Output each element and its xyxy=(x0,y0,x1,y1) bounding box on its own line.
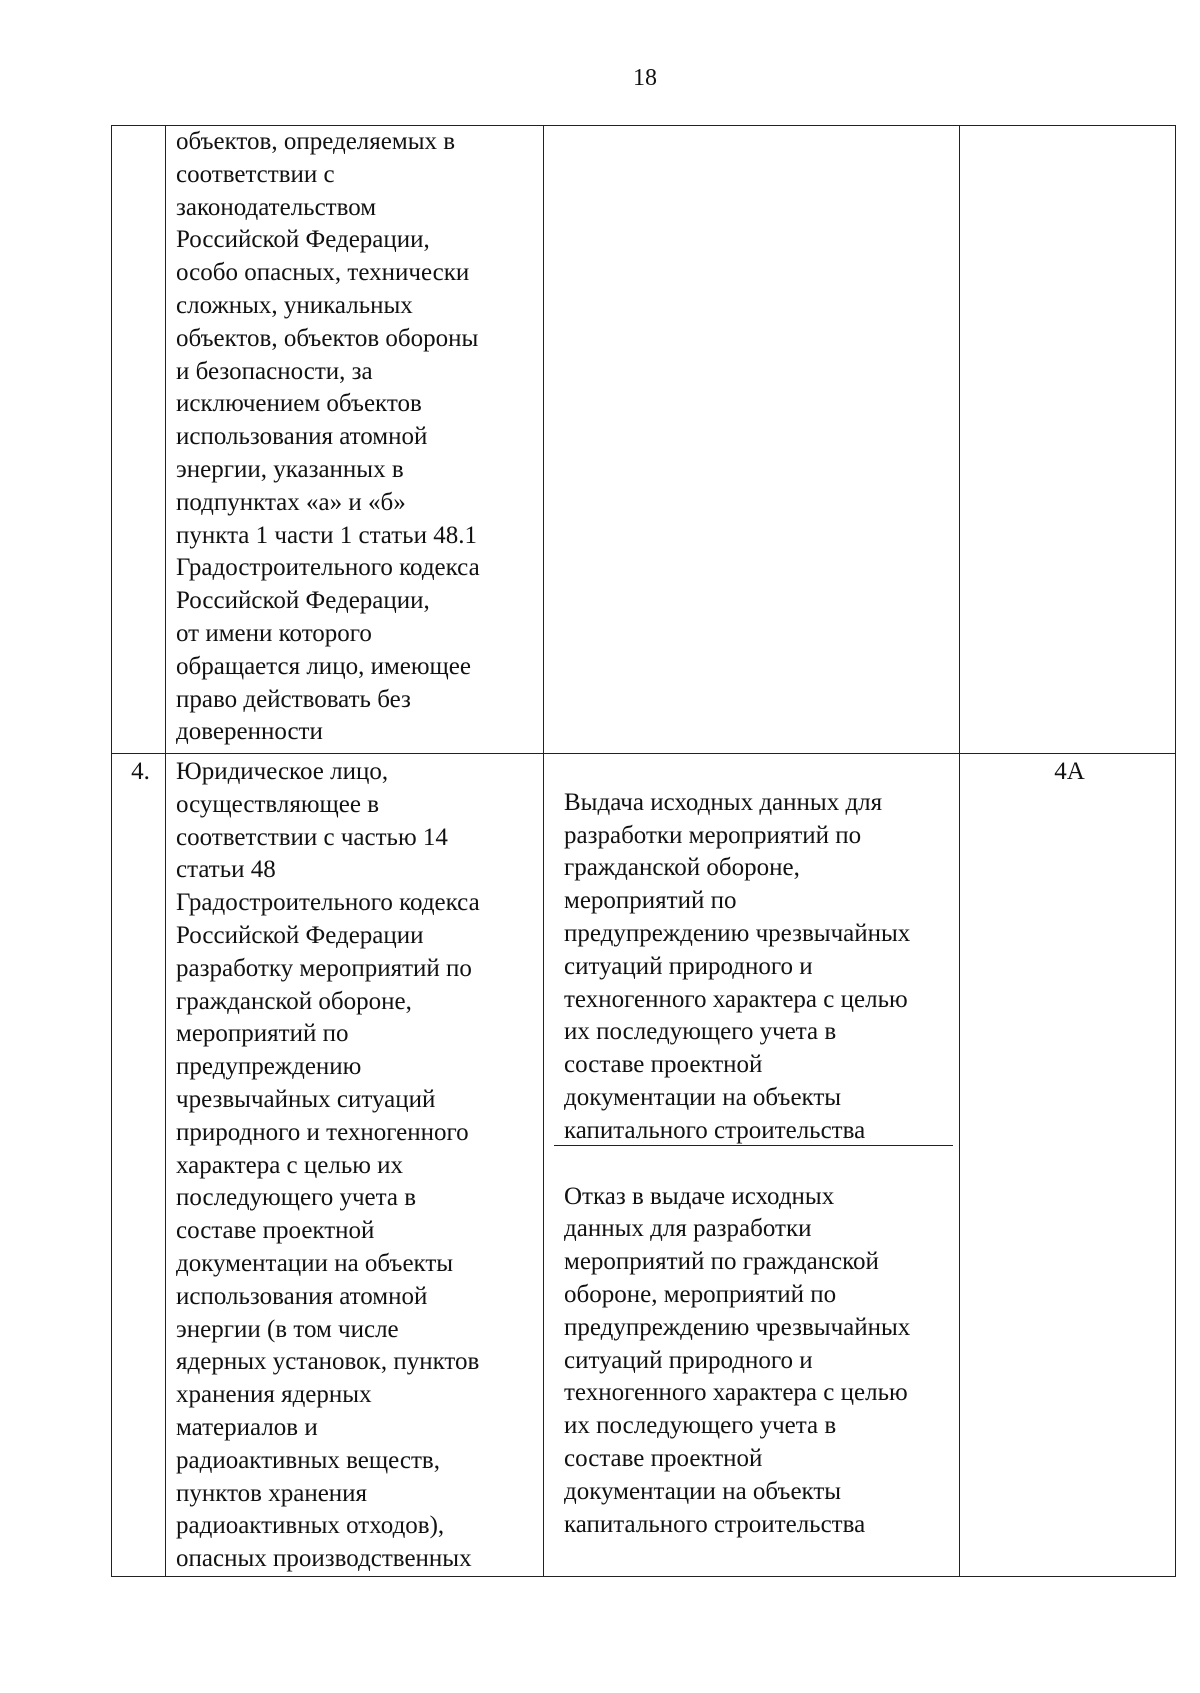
service-result-cell xyxy=(544,754,960,1577)
applicant-category-cell: объектов, определяемых в соответствии с законодательством Российской Федерации, особо опасных, технически сложных, уникальных объектов, объектов обороны и безопасности, за исключением объектов использования атомной энергии, указанных в подпунктах «а» и «б» пункта 1 части 1 статьи 48.1 Градостроительного кодекса Российской Федерации, от имени которого обращается лицо, имеющее право действовать без доверенности xyxy=(166,126,544,754)
variant-code-cell: 4А xyxy=(960,754,1176,1577)
row-number-cell: 4. xyxy=(112,754,166,1577)
result-issue-text: Выдача исходных данных для разработки мероприятий по гражданской обороне, мероприятий по предупреждению чрезвычайных ситуаций природного и техногенного характера с целью их последующего учета в составе проектной документации на объекты капитального строительства xyxy=(554,787,953,1146)
page-number: 18 xyxy=(633,65,657,91)
services-table xyxy=(111,125,1176,1577)
table-row-4 xyxy=(112,754,1176,1577)
table-row-continued xyxy=(112,126,1176,754)
applicant-category-cell: Юридическое лицо, осуществляющее в соответствии с частью 14 статьи 48 Градостроительного кодекса Российской Федерации разработку мероприятий по гражданской обороне, мероприятий по предупреждению чрезвычайных ситуаций природного и техногенного характера с целью их последующего учета в составе проектной документации на объекты использования атомной энергии (в том числе ядерных установок, пунктов хранения ядерных материалов и радиоактивных веществ, пунктов хранения радиоактивных отходов), опасных производственных xyxy=(166,754,544,1577)
result-refusal-text: Отказ в выдаче исходных данных для разработки мероприятий по гражданской обороне, мероприятий по предупреждению чрезвычайных ситуаций природного и техногенного характера с целью их последующего учета в составе проектной документации на объекты капитального строительства xyxy=(564,1182,911,1538)
service-result-cell xyxy=(544,126,960,754)
variant-code-cell xyxy=(960,126,1176,754)
row-number-cell xyxy=(112,126,166,754)
